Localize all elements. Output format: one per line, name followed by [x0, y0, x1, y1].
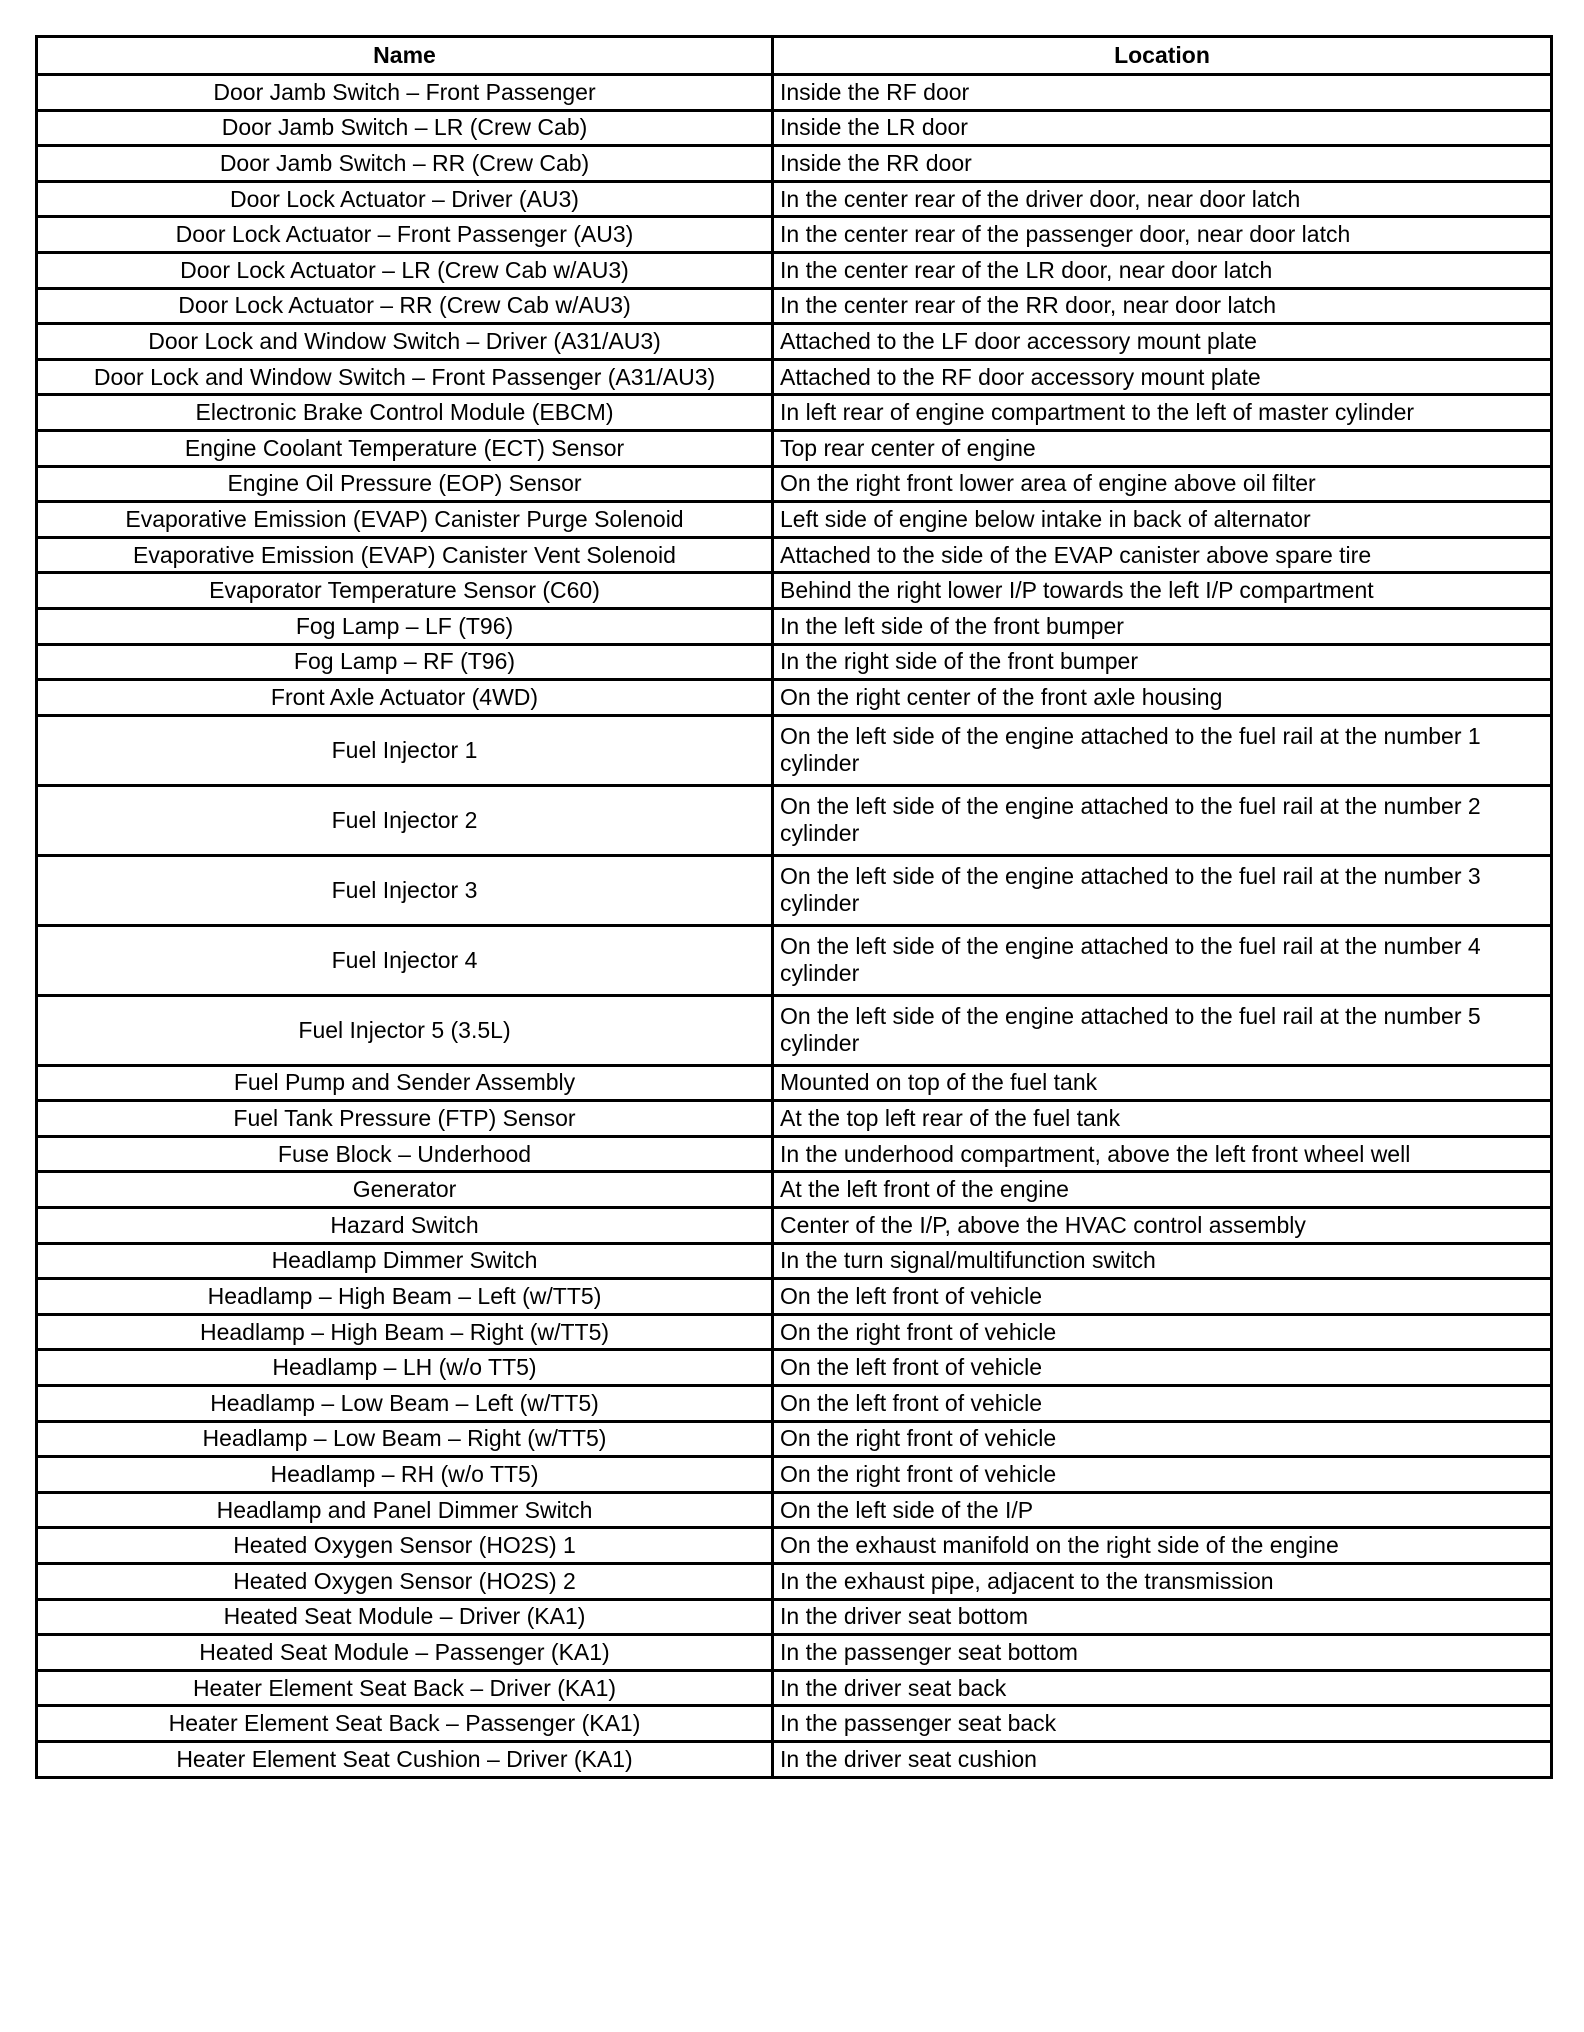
component-location-cell: On the right front of vehicle	[773, 1421, 1552, 1457]
table-row	[37, 1065, 1552, 1101]
component-location-cell: In the passenger seat back	[773, 1706, 1552, 1742]
component-location-cell: On the exhaust manifold on the right side of the engine	[773, 1528, 1552, 1564]
table-row	[37, 324, 1552, 360]
component-name-cell: Heater Element Seat Cushion – Driver (KA1)	[37, 1741, 773, 1777]
component-name-cell: Door Lock Actuator – RR (Crew Cab w/AU3)	[37, 288, 773, 324]
table-row	[37, 1101, 1552, 1137]
table-row	[37, 715, 1552, 785]
component-name-cell: Door Lock and Window Switch – Driver (A31/AU3)	[37, 324, 773, 360]
component-location-cell: Behind the right lower I/P towards the left I/P compartment	[773, 573, 1552, 609]
component-location-cell: In the center rear of the LR door, near door latch	[773, 252, 1552, 288]
table-row	[37, 217, 1552, 253]
component-location-cell: Left side of engine below intake in back of alternator	[773, 502, 1552, 538]
table-row	[37, 1172, 1552, 1208]
component-location-cell: In the right side of the front bumper	[773, 644, 1552, 680]
component-location-table	[35, 35, 1553, 1779]
component-name-cell: Fuel Tank Pressure (FTP) Sensor	[37, 1101, 773, 1137]
component-location-cell: In the driver seat back	[773, 1670, 1552, 1706]
component-name-cell: Evaporative Emission (EVAP) Canister Purge Solenoid	[37, 502, 773, 538]
component-name-cell: Heated Oxygen Sensor (HO2S) 2	[37, 1564, 773, 1600]
component-name-cell: Heated Oxygen Sensor (HO2S) 1	[37, 1528, 773, 1564]
component-name-cell: Engine Oil Pressure (EOP) Sensor	[37, 466, 773, 502]
component-name-cell: Door Jamb Switch – LR (Crew Cab)	[37, 110, 773, 146]
component-location-cell: In the driver seat cushion	[773, 1741, 1552, 1777]
table-row	[37, 1457, 1552, 1493]
table-row	[37, 608, 1552, 644]
component-name-cell: Generator	[37, 1172, 773, 1208]
table-row	[37, 430, 1552, 466]
table-row	[37, 252, 1552, 288]
component-name-cell: Fuel Injector 1	[37, 715, 773, 785]
component-name-cell: Door Lock Actuator – Front Passenger (AU3)	[37, 217, 773, 253]
table-row	[37, 1136, 1552, 1172]
table-row	[37, 925, 1552, 995]
component-name-cell: Fog Lamp – RF (T96)	[37, 644, 773, 680]
table-row	[37, 1386, 1552, 1422]
component-name-cell: Evaporative Emission (EVAP) Canister Vent Solenoid	[37, 537, 773, 573]
component-location-cell: On the left side of the engine attached to the fuel rail at the number 2 cylinder	[773, 785, 1552, 855]
component-location-cell: On the left side of the engine attached to the fuel rail at the number 4 cylinder	[773, 925, 1552, 995]
table-row	[37, 359, 1552, 395]
component-location-cell: On the left side of the engine attached to the fuel rail at the number 3 cylinder	[773, 855, 1552, 925]
component-name-cell: Fuel Injector 2	[37, 785, 773, 855]
component-name-cell: Front Axle Actuator (4WD)	[37, 680, 773, 716]
table-row	[37, 1528, 1552, 1564]
component-name-cell: Door Lock and Window Switch – Front Passenger (A31/AU3)	[37, 359, 773, 395]
component-name-cell: Headlamp – Low Beam – Left (w/TT5)	[37, 1386, 773, 1422]
component-name-cell: Evaporator Temperature Sensor (C60)	[37, 573, 773, 609]
table-row	[37, 1741, 1552, 1777]
table-row	[37, 181, 1552, 217]
table-body	[37, 75, 1552, 1778]
table-row	[37, 110, 1552, 146]
component-name-cell: Fuel Pump and Sender Assembly	[37, 1065, 773, 1101]
component-name-cell: Headlamp Dimmer Switch	[37, 1243, 773, 1279]
table-row	[37, 1599, 1552, 1635]
table-row	[37, 644, 1552, 680]
component-location-cell: On the left front of vehicle	[773, 1386, 1552, 1422]
column-header-location: Location	[773, 37, 1552, 75]
table-row	[37, 995, 1552, 1065]
component-name-cell: Engine Coolant Temperature (ECT) Sensor	[37, 430, 773, 466]
component-location-cell: Top rear center of engine	[773, 430, 1552, 466]
component-location-cell: On the right front of vehicle	[773, 1457, 1552, 1493]
component-location-cell: On the right front lower area of engine above oil filter	[773, 466, 1552, 502]
component-name-cell: Headlamp – High Beam – Right (w/TT5)	[37, 1314, 773, 1350]
component-location-cell: In the center rear of the driver door, near door latch	[773, 181, 1552, 217]
component-name-cell: Headlamp and Panel Dimmer Switch	[37, 1492, 773, 1528]
component-location-cell: Inside the RF door	[773, 75, 1552, 111]
component-name-cell: Door Jamb Switch – Front Passenger	[37, 75, 773, 111]
component-location-cell: On the right front of vehicle	[773, 1314, 1552, 1350]
table-row	[37, 502, 1552, 538]
component-location-cell: In the driver seat bottom	[773, 1599, 1552, 1635]
component-location-cell: In the center rear of the RR door, near door latch	[773, 288, 1552, 324]
table-row	[37, 537, 1552, 573]
table-row	[37, 466, 1552, 502]
component-location-cell: In the passenger seat bottom	[773, 1635, 1552, 1671]
table-row	[37, 1421, 1552, 1457]
column-header-name: Name	[37, 37, 773, 75]
component-location-cell: At the left front of the engine	[773, 1172, 1552, 1208]
component-location-cell: Inside the LR door	[773, 110, 1552, 146]
component-location-cell: In the left side of the front bumper	[773, 608, 1552, 644]
component-location-cell: In the underhood compartment, above the left front wheel well	[773, 1136, 1552, 1172]
component-location-cell: In left rear of engine compartment to the left of master cylinder	[773, 395, 1552, 431]
component-name-cell: Heated Seat Module – Passenger (KA1)	[37, 1635, 773, 1671]
table-row	[37, 785, 1552, 855]
component-name-cell: Headlamp – RH (w/o TT5)	[37, 1457, 773, 1493]
table-row	[37, 1208, 1552, 1244]
table-row	[37, 1706, 1552, 1742]
header-row	[37, 37, 1552, 75]
component-location-cell: Attached to the RF door accessory mount plate	[773, 359, 1552, 395]
component-location-cell: Mounted on top of the fuel tank	[773, 1065, 1552, 1101]
component-location-cell: On the left front of vehicle	[773, 1350, 1552, 1386]
table-row	[37, 395, 1552, 431]
table-row	[37, 1350, 1552, 1386]
component-name-cell: Heater Element Seat Back – Driver (KA1)	[37, 1670, 773, 1706]
component-location-cell: At the top left rear of the fuel tank	[773, 1101, 1552, 1137]
component-name-cell: Headlamp – LH (w/o TT5)	[37, 1350, 773, 1386]
component-location-cell: In the center rear of the passenger door, near door latch	[773, 217, 1552, 253]
component-name-cell: Heater Element Seat Back – Passenger (KA1)	[37, 1706, 773, 1742]
table-row	[37, 288, 1552, 324]
table-row	[37, 680, 1552, 716]
component-location-cell: In the exhaust pipe, adjacent to the transmission	[773, 1564, 1552, 1600]
component-location-cell: On the left front of vehicle	[773, 1279, 1552, 1315]
component-location-cell: Attached to the LF door accessory mount plate	[773, 324, 1552, 360]
component-name-cell: Headlamp – High Beam – Left (w/TT5)	[37, 1279, 773, 1315]
component-location-cell: On the left side of the engine attached to the fuel rail at the number 1 cylinder	[773, 715, 1552, 785]
component-name-cell: Door Lock Actuator – Driver (AU3)	[37, 181, 773, 217]
table-row	[37, 1492, 1552, 1528]
component-location-cell: In the turn signal/multifunction switch	[773, 1243, 1552, 1279]
component-name-cell: Fuel Injector 4	[37, 925, 773, 995]
component-name-cell: Door Jamb Switch – RR (Crew Cab)	[37, 146, 773, 182]
component-location-cell: Attached to the side of the EVAP canister above spare tire	[773, 537, 1552, 573]
component-name-cell: Fuse Block – Underhood	[37, 1136, 773, 1172]
component-name-cell: Electronic Brake Control Module (EBCM)	[37, 395, 773, 431]
table-row	[37, 1243, 1552, 1279]
table-row	[37, 75, 1552, 111]
component-location-cell: On the left side of the I/P	[773, 1492, 1552, 1528]
component-name-cell: Heated Seat Module – Driver (KA1)	[37, 1599, 773, 1635]
component-location-cell: Center of the I/P, above the HVAC control assembly	[773, 1208, 1552, 1244]
table-row	[37, 1635, 1552, 1671]
component-name-cell: Fuel Injector 5 (3.5L)	[37, 995, 773, 1065]
component-location-cell: On the left side of the engine attached to the fuel rail at the number 5 cylinder	[773, 995, 1552, 1065]
table-row	[37, 1279, 1552, 1315]
table-row	[37, 1670, 1552, 1706]
component-name-cell: Fuel Injector 3	[37, 855, 773, 925]
component-name-cell: Door Lock Actuator – LR (Crew Cab w/AU3)	[37, 252, 773, 288]
table-row	[37, 1314, 1552, 1350]
component-name-cell: Fog Lamp – LF (T96)	[37, 608, 773, 644]
table-row	[37, 855, 1552, 925]
table-row	[37, 1564, 1552, 1600]
table-row	[37, 146, 1552, 182]
component-name-cell: Headlamp – Low Beam – Right (w/TT5)	[37, 1421, 773, 1457]
component-location-cell: Inside the RR door	[773, 146, 1552, 182]
component-name-cell: Hazard Switch	[37, 1208, 773, 1244]
table-row	[37, 573, 1552, 609]
component-location-cell: On the right center of the front axle housing	[773, 680, 1552, 716]
